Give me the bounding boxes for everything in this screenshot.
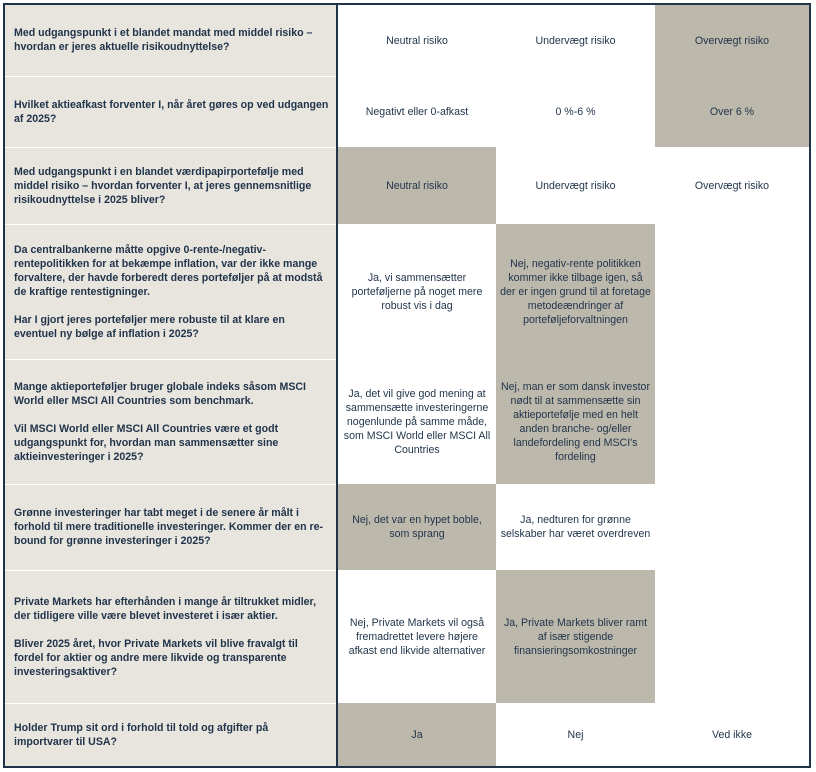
question-cell [5,147,337,224]
table-row [5,484,809,570]
answer-option-2: Nej, man er som dansk investor nødt til at sammensætte sin aktieportefølje med en helt anden branche- og/eller landefordeling end MSCI's fordeling [496,359,655,484]
answer-option-2: Ja, Private Markets bliver ramt af især stigende finansieringsomkostninger [496,570,655,703]
table-row [5,703,809,766]
answer-option-3 [655,570,809,703]
answer-option-3: Overvægt risiko [694,179,770,192]
answer-option-1: Ja, det vil give god mening at sammensætte investeringerne nogenlunde på samme måde, som MSCI World eller MSCI All Countries [343,387,491,456]
question-cell [5,484,337,570]
question-cell [5,570,337,703]
answer-option-2: Ja, nedturen for grønne selskaber har været overdreven [500,514,651,540]
question-text: Hvilket aktieafkast forventer I, når året gøres op ved udgangen af 2025? [14,98,329,125]
answer-option-1: Neutral risiko [337,147,496,224]
survey-table-body [5,5,809,766]
answer-option-1: Nej, Private Markets vil også fremadrettet levere højere afkast end likvide alternativer [348,616,486,657]
answer-option-1: Neutral risiko [386,34,448,47]
answer-option-3 [655,484,809,570]
table-row [5,224,809,359]
survey-table [5,5,809,766]
question-text: Bliver 2025 året, hvor Private Markets vil blive fravalgt til fordel for aktier og andre mere likvide og transparente investeringsaktiver? [14,637,298,678]
answer-option-3: Over 6 % [655,76,809,147]
table-row [5,5,809,76]
answer-option-3 [655,359,809,484]
answer-option-1: Ja [337,703,496,766]
answer-option-3: Overvægt risiko [655,5,809,76]
answer-option-2: Nej, negativ-rente politikken kommer ikke tilbage igen, så der er ingen grund til at foretage metodeændringer af porteføljeforvaltningen [496,224,655,359]
survey-table-frame [3,3,811,768]
answer-option-3 [655,224,809,359]
question-text: Vil MSCI World eller MSCI All Countries være et godt udgangspunkt for, hvordan man sammensætter sine aktieinvesteringer i 2025? [14,422,279,463]
question-text: Mange aktieporteføljer bruger globale indeks såsom MSCI World eller MSCI All Countries som benchmark. [14,380,306,407]
question-text: Da centralbankerne måtte opgive 0-rente-/negativ-rentepolitikken for at bekæmpe inflation, var der ikke mange forvaltere, der havde forberedt deres porteføljer på at modstå de kraftige rentestigninger. [14,243,323,298]
answer-option-2: Undervægt risiko [535,34,616,47]
question-text: Med udgangspunkt i en blandet værdipapirportefølje med middel risiko – hvordan forventer I, at jeres gennemsnitlige risikoudnyttelse i 2025 bliver? [14,165,312,206]
question-text: Private Markets har efterhånden i mange år tiltrukket midler, der tidligere ville være blevet investeret i især aktier. [14,595,317,622]
answer-option-1: Ja, vi sammensætter porteføljerne på noget mere robust vis i dag [351,271,483,312]
question-text: Har I gjort jeres porteføljer mere robuste til at klare en eventuel ny bølge af inflation i 2025? [14,313,285,340]
table-row [5,76,809,147]
table-row [5,359,809,484]
answer-option-1: Nej, det var en hypet boble, som sprang [337,484,496,570]
answer-option-3: Ved ikke [711,728,753,741]
question-text: Med udgangspunkt i et blandet mandat med middel risiko – hvordan er jeres aktuelle risikoudnyttelse? [14,27,313,54]
question-cell [5,359,337,484]
question-cell [5,5,337,76]
question-cell [5,703,337,766]
question-cell [5,224,337,359]
table-row [5,570,809,703]
question-text: Holder Trump sit ord i forhold til told og afgifter på importvarer til USA? [14,721,269,748]
question-text: Grønne investeringer har tabt meget i de senere år målt i forhold til mere traditionelle investeringer. Kommer der en re-bound for grønne investeringer i 2025? [14,507,324,547]
question-cell [5,76,337,147]
table-row [5,147,809,224]
answer-option-2: Undervægt risiko [535,179,616,192]
answer-option-2: Nej [567,728,584,741]
answer-option-1: Negativt eller 0-afkast [365,105,469,118]
answer-option-2: 0 %-6 % [555,105,596,118]
